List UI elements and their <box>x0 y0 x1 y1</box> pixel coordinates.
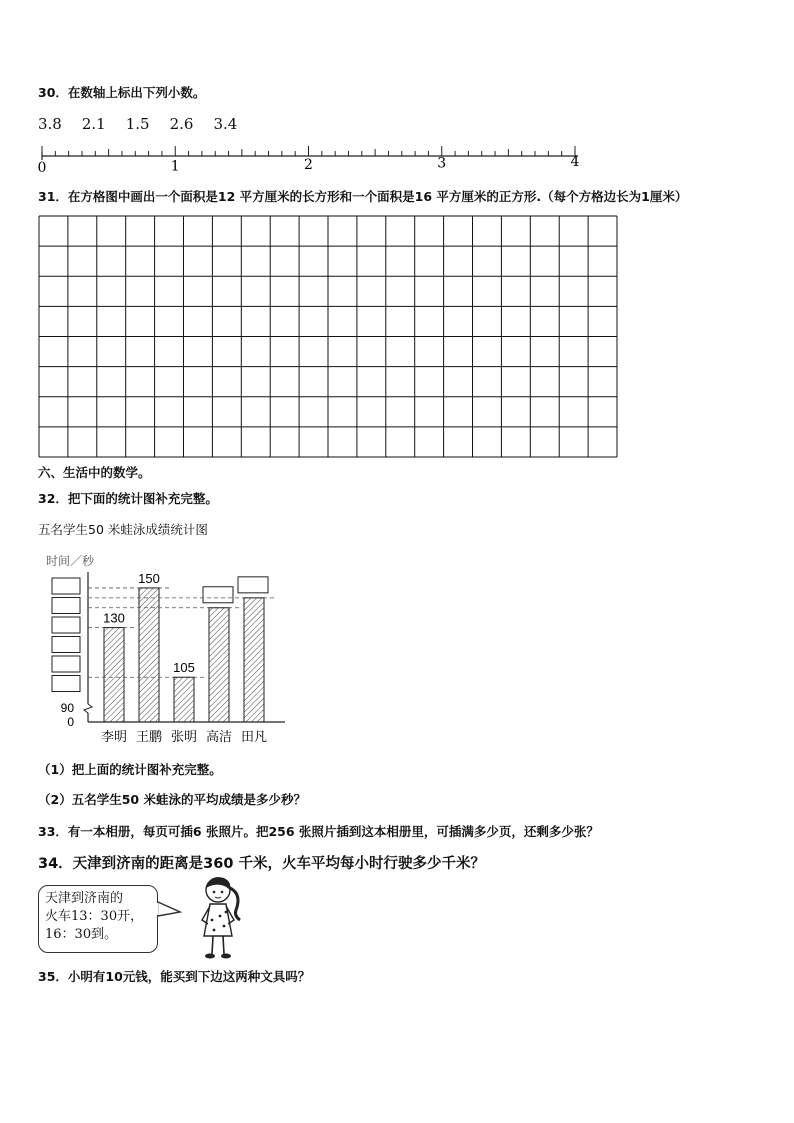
decimal-3: 1.5 <box>125 115 150 133</box>
blank-tick-box <box>52 598 80 614</box>
blank-tick-box <box>52 617 80 633</box>
x-category-label: 田凡 <box>240 729 268 744</box>
y-tick-label: 0 <box>67 715 74 729</box>
bar-value-label: 150 <box>138 570 160 586</box>
speech-bubble <box>38 885 158 953</box>
number-line-label: 0 <box>37 160 47 176</box>
q35-text: 35．小明有10元钱，能买到下边这两种文具吗？ <box>38 969 311 984</box>
bar-value-label: 105 <box>173 660 195 676</box>
bar-value-label: 130 <box>103 610 125 626</box>
blank-value-box <box>203 587 233 603</box>
number-line-label: 1 <box>170 158 180 175</box>
decimal-5: 3.4 <box>213 115 238 133</box>
decimal-2: 2.1 <box>81 115 106 133</box>
x-category-label: 张明 <box>170 729 198 744</box>
q30-text: 30．在数轴上标出下列小数。 <box>38 85 206 100</box>
q32-sub2: （2）五名学生50 米蛙泳的平均成绩是多少秒？ <box>38 792 306 807</box>
decimal-list <box>38 115 257 133</box>
q33-text: 33．有一本相册，每页可插6 张照片。把256 张照片插到这本相册里，可插满多少页，还剩多少张？ <box>38 824 599 839</box>
x-category-label: 李明 <box>100 729 128 744</box>
blank-tick-box <box>52 676 80 692</box>
girl-illustration <box>150 872 270 962</box>
q32-text: 32．把下面的统计图补充完整。 <box>38 491 218 506</box>
number-line-label: 4 <box>570 154 580 170</box>
bar <box>209 608 229 722</box>
q32-sub1: （1）把上面的统计图补充完整。 <box>38 762 222 777</box>
bar <box>174 677 194 722</box>
x-category-label: 高洁 <box>205 729 233 744</box>
bubble-line-2: 火车13：30开， <box>45 909 144 924</box>
blank-tick-box <box>52 578 80 594</box>
bubble-line-3: 16：30到。 <box>45 927 118 942</box>
section6-heading: 六、生活中的数学。 <box>38 465 151 480</box>
y-tick-label: 90 <box>60 701 74 715</box>
number-line-label: 3 <box>437 155 447 172</box>
bar <box>244 598 264 722</box>
blank-tick-box <box>52 656 80 672</box>
decimal-1: 3.8 <box>38 115 62 133</box>
blank-tick-box <box>52 637 80 653</box>
bar <box>104 628 124 722</box>
axis-break-mark <box>84 704 92 713</box>
chart-title: 五名学生50 米蛙泳成绩统计图 <box>38 522 208 537</box>
x-category-label: 王鹏 <box>135 729 163 744</box>
decimal-4: 2.6 <box>169 115 194 133</box>
y-axis-label: 时间／秒 <box>46 554 95 568</box>
number-line-label: 2 <box>304 157 313 173</box>
bar <box>139 588 159 722</box>
bubble-line-1: 天津到济南的 <box>45 891 124 906</box>
q34-text: 34．天津到济南的距离是360 千米，火车平均每小时行驶多少千米？ <box>38 856 485 872</box>
q31-text: 31．在方格图中画出一个面积是12 平方厘米的长方形和一个面积是16 平方厘米的正方形.（每个方格边长为1厘米） <box>38 189 688 204</box>
blank-value-box <box>238 577 268 593</box>
